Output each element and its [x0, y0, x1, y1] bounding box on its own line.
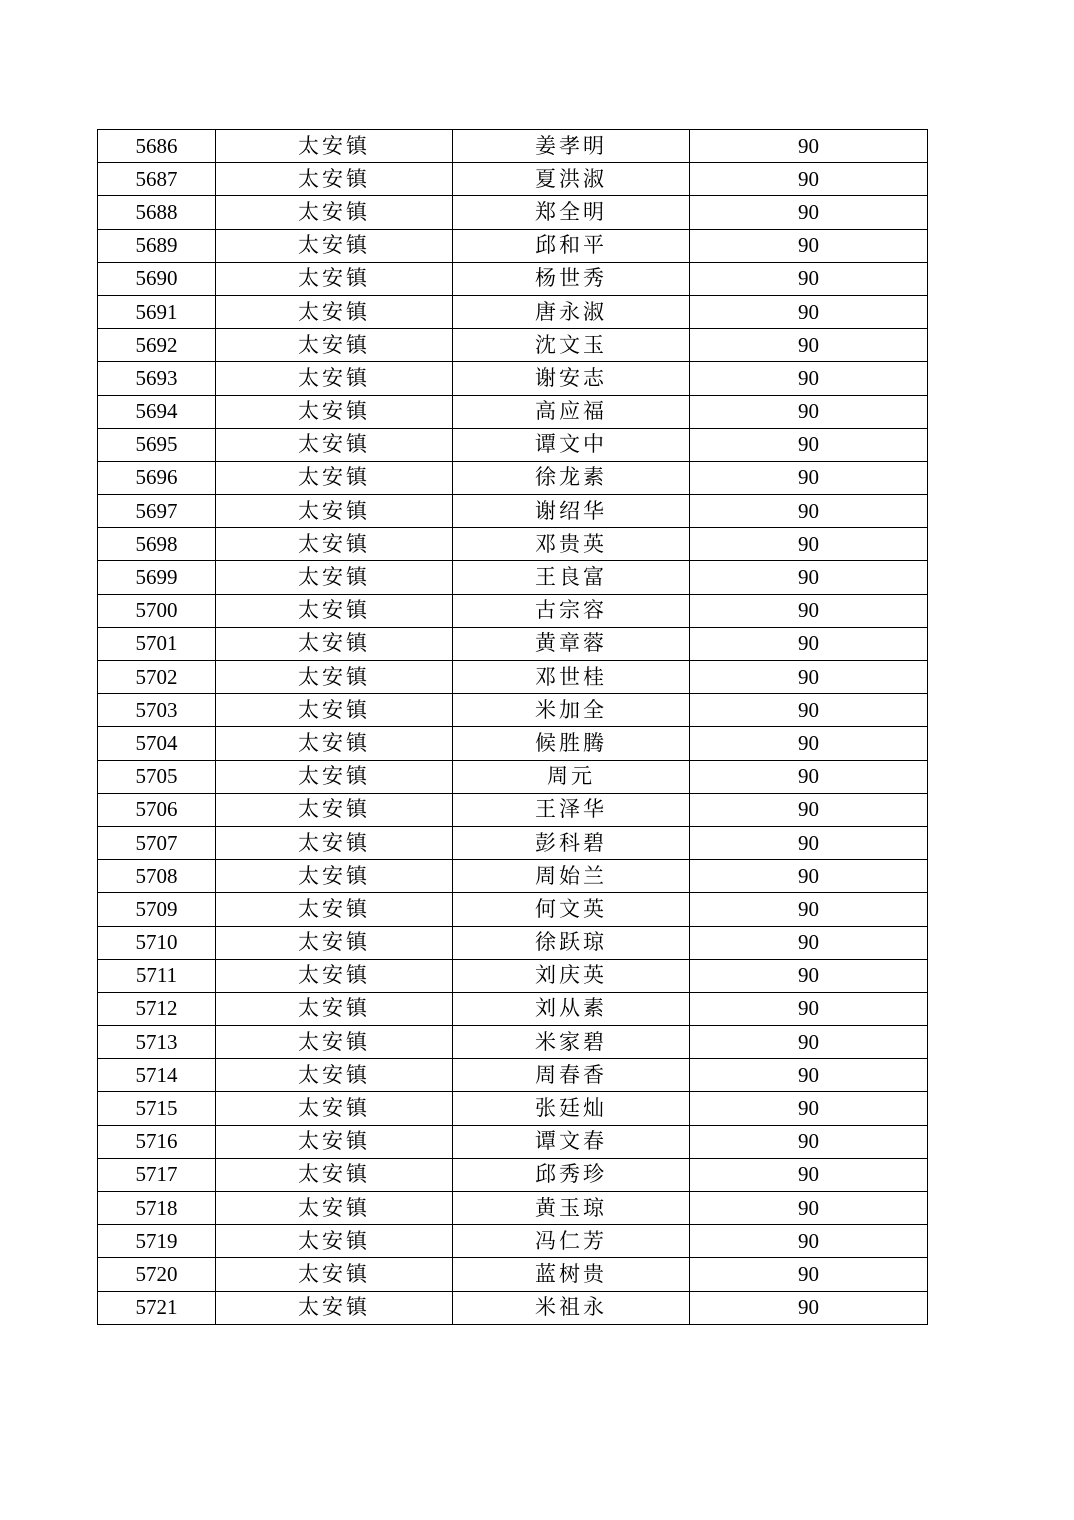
table-row: [98, 793, 928, 826]
cell-person-name: 周始兰: [453, 860, 690, 893]
cell-sequence-number: 5717: [98, 1158, 216, 1191]
cell-score: 90: [690, 959, 928, 992]
cell-score: 90: [690, 528, 928, 561]
table-row: [98, 727, 928, 760]
cell-score: 90: [690, 1291, 928, 1324]
cell-town: 太安镇: [216, 1258, 453, 1291]
cell-sequence-number: 5712: [98, 992, 216, 1025]
cell-town: 太安镇: [216, 926, 453, 959]
cell-person-name: 谭文春: [453, 1125, 690, 1158]
cell-person-name: 谢绍华: [453, 495, 690, 528]
cell-sequence-number: 5695: [98, 428, 216, 461]
cell-sequence-number: 5689: [98, 229, 216, 262]
table-row: [98, 893, 928, 926]
cell-sequence-number: 5704: [98, 727, 216, 760]
roster-table: [97, 129, 928, 1325]
table-row: [98, 1258, 928, 1291]
cell-town: 太安镇: [216, 893, 453, 926]
cell-town: 太安镇: [216, 594, 453, 627]
cell-town: 太安镇: [216, 163, 453, 196]
table-row: [98, 461, 928, 494]
cell-sequence-number: 5707: [98, 826, 216, 859]
cell-sequence-number: 5710: [98, 926, 216, 959]
cell-sequence-number: 5720: [98, 1258, 216, 1291]
table-row: [98, 428, 928, 461]
table-row: [98, 196, 928, 229]
cell-town: 太安镇: [216, 461, 453, 494]
cell-score: 90: [690, 1125, 928, 1158]
cell-score: 90: [690, 727, 928, 760]
cell-sequence-number: 5698: [98, 528, 216, 561]
cell-town: 太安镇: [216, 262, 453, 295]
cell-person-name: 冯仁芳: [453, 1225, 690, 1258]
cell-score: 90: [690, 1258, 928, 1291]
cell-score: 90: [690, 262, 928, 295]
cell-sequence-number: 5688: [98, 196, 216, 229]
cell-person-name: 蓝树贵: [453, 1258, 690, 1291]
cell-town: 太安镇: [216, 362, 453, 395]
cell-person-name: 张廷灿: [453, 1092, 690, 1125]
cell-person-name: 沈文玉: [453, 329, 690, 362]
table-row: [98, 594, 928, 627]
cell-town: 太安镇: [216, 561, 453, 594]
cell-sequence-number: 5718: [98, 1192, 216, 1225]
cell-town: 太安镇: [216, 661, 453, 694]
table-row: [98, 1291, 928, 1324]
cell-sequence-number: 5696: [98, 461, 216, 494]
cell-town: 太安镇: [216, 528, 453, 561]
cell-score: 90: [690, 826, 928, 859]
cell-person-name: 彭科碧: [453, 826, 690, 859]
cell-sequence-number: 5702: [98, 661, 216, 694]
cell-town: 太安镇: [216, 760, 453, 793]
cell-town: 太安镇: [216, 694, 453, 727]
cell-score: 90: [690, 561, 928, 594]
cell-sequence-number: 5705: [98, 760, 216, 793]
cell-sequence-number: 5708: [98, 860, 216, 893]
table-row: [98, 528, 928, 561]
cell-score: 90: [690, 362, 928, 395]
cell-town: 太安镇: [216, 860, 453, 893]
cell-score: 90: [690, 694, 928, 727]
table-row: [98, 1026, 928, 1059]
cell-sequence-number: 5714: [98, 1059, 216, 1092]
cell-person-name: 杨世秀: [453, 262, 690, 295]
cell-sequence-number: 5699: [98, 561, 216, 594]
table-row: [98, 329, 928, 362]
cell-person-name: 王泽华: [453, 793, 690, 826]
cell-score: 90: [690, 461, 928, 494]
cell-person-name: 邓世桂: [453, 661, 690, 694]
cell-person-name: 郑全明: [453, 196, 690, 229]
cell-score: 90: [690, 860, 928, 893]
cell-person-name: 徐龙素: [453, 461, 690, 494]
table-row: [98, 1092, 928, 1125]
cell-score: 90: [690, 130, 928, 163]
cell-person-name: 王良富: [453, 561, 690, 594]
cell-sequence-number: 5700: [98, 594, 216, 627]
cell-town: 太安镇: [216, 1291, 453, 1324]
cell-sequence-number: 5692: [98, 329, 216, 362]
cell-town: 太安镇: [216, 959, 453, 992]
cell-person-name: 黄玉琼: [453, 1192, 690, 1225]
cell-score: 90: [690, 229, 928, 262]
cell-town: 太安镇: [216, 428, 453, 461]
cell-person-name: 高应福: [453, 395, 690, 428]
cell-person-name: 邱和平: [453, 229, 690, 262]
cell-town: 太安镇: [216, 1158, 453, 1191]
cell-sequence-number: 5694: [98, 395, 216, 428]
cell-sequence-number: 5691: [98, 295, 216, 328]
cell-sequence-number: 5715: [98, 1092, 216, 1125]
table-row: [98, 362, 928, 395]
cell-town: 太安镇: [216, 329, 453, 362]
cell-sequence-number: 5701: [98, 627, 216, 660]
cell-sequence-number: 5697: [98, 495, 216, 528]
cell-person-name: 唐永淑: [453, 295, 690, 328]
cell-score: 90: [690, 1158, 928, 1191]
cell-town: 太安镇: [216, 793, 453, 826]
cell-town: 太安镇: [216, 1059, 453, 1092]
cell-person-name: 夏洪淑: [453, 163, 690, 196]
cell-town: 太安镇: [216, 130, 453, 163]
table-row: [98, 661, 928, 694]
table-row: [98, 959, 928, 992]
cell-score: 90: [690, 661, 928, 694]
cell-score: 90: [690, 1225, 928, 1258]
cell-person-name: 米加全: [453, 694, 690, 727]
table-row: [98, 992, 928, 1025]
table-row: [98, 860, 928, 893]
table-row: [98, 495, 928, 528]
cell-town: 太安镇: [216, 1192, 453, 1225]
cell-town: 太安镇: [216, 395, 453, 428]
table-row: [98, 395, 928, 428]
cell-score: 90: [690, 1026, 928, 1059]
cell-score: 90: [690, 495, 928, 528]
cell-sequence-number: 5716: [98, 1125, 216, 1158]
cell-person-name: 姜孝明: [453, 130, 690, 163]
table-row: [98, 926, 928, 959]
cell-sequence-number: 5706: [98, 793, 216, 826]
table-row: [98, 694, 928, 727]
cell-town: 太安镇: [216, 1092, 453, 1125]
table-row: [98, 1059, 928, 1092]
cell-score: 90: [690, 395, 928, 428]
cell-score: 90: [690, 1192, 928, 1225]
cell-town: 太安镇: [216, 992, 453, 1025]
cell-sequence-number: 5703: [98, 694, 216, 727]
cell-town: 太安镇: [216, 1125, 453, 1158]
table-row: [98, 760, 928, 793]
table-row: [98, 561, 928, 594]
table-row: [98, 826, 928, 859]
cell-person-name: 周元: [453, 760, 690, 793]
cell-person-name: 徐跃琼: [453, 926, 690, 959]
cell-score: 90: [690, 594, 928, 627]
table-row: [98, 262, 928, 295]
cell-sequence-number: 5687: [98, 163, 216, 196]
table-row: [98, 1225, 928, 1258]
cell-town: 太安镇: [216, 826, 453, 859]
cell-town: 太安镇: [216, 1225, 453, 1258]
roster-table-body: [98, 130, 928, 1325]
cell-town: 太安镇: [216, 295, 453, 328]
cell-person-name: 何文英: [453, 893, 690, 926]
cell-town: 太安镇: [216, 1026, 453, 1059]
cell-score: 90: [690, 893, 928, 926]
cell-person-name: 谭文中: [453, 428, 690, 461]
cell-score: 90: [690, 196, 928, 229]
cell-person-name: 刘从素: [453, 992, 690, 1025]
cell-sequence-number: 5711: [98, 959, 216, 992]
cell-person-name: 黄章蓉: [453, 627, 690, 660]
cell-person-name: 谢安志: [453, 362, 690, 395]
cell-score: 90: [690, 163, 928, 196]
table-row: [98, 1158, 928, 1191]
cell-town: 太安镇: [216, 196, 453, 229]
table-row: [98, 130, 928, 163]
cell-town: 太安镇: [216, 727, 453, 760]
table-row: [98, 1192, 928, 1225]
cell-score: 90: [690, 1092, 928, 1125]
cell-person-name: 候胜腾: [453, 727, 690, 760]
table-row: [98, 163, 928, 196]
cell-person-name: 米家碧: [453, 1026, 690, 1059]
cell-sequence-number: 5686: [98, 130, 216, 163]
cell-person-name: 刘庆英: [453, 959, 690, 992]
cell-sequence-number: 5690: [98, 262, 216, 295]
cell-score: 90: [690, 793, 928, 826]
cell-person-name: 邱秀珍: [453, 1158, 690, 1191]
cell-score: 90: [690, 992, 928, 1025]
cell-score: 90: [690, 428, 928, 461]
cell-sequence-number: 5709: [98, 893, 216, 926]
table-row: [98, 627, 928, 660]
cell-score: 90: [690, 1059, 928, 1092]
cell-sequence-number: 5721: [98, 1291, 216, 1324]
cell-score: 90: [690, 926, 928, 959]
cell-score: 90: [690, 295, 928, 328]
cell-score: 90: [690, 627, 928, 660]
cell-person-name: 周春香: [453, 1059, 690, 1092]
cell-town: 太安镇: [216, 627, 453, 660]
table-row: [98, 295, 928, 328]
cell-person-name: 古宗容: [453, 594, 690, 627]
cell-score: 90: [690, 760, 928, 793]
table-row: [98, 1125, 928, 1158]
cell-sequence-number: 5719: [98, 1225, 216, 1258]
cell-town: 太安镇: [216, 495, 453, 528]
cell-sequence-number: 5713: [98, 1026, 216, 1059]
table-row: [98, 229, 928, 262]
cell-sequence-number: 5693: [98, 362, 216, 395]
cell-town: 太安镇: [216, 229, 453, 262]
cell-person-name: 邓贵英: [453, 528, 690, 561]
cell-person-name: 米祖永: [453, 1291, 690, 1324]
cell-score: 90: [690, 329, 928, 362]
